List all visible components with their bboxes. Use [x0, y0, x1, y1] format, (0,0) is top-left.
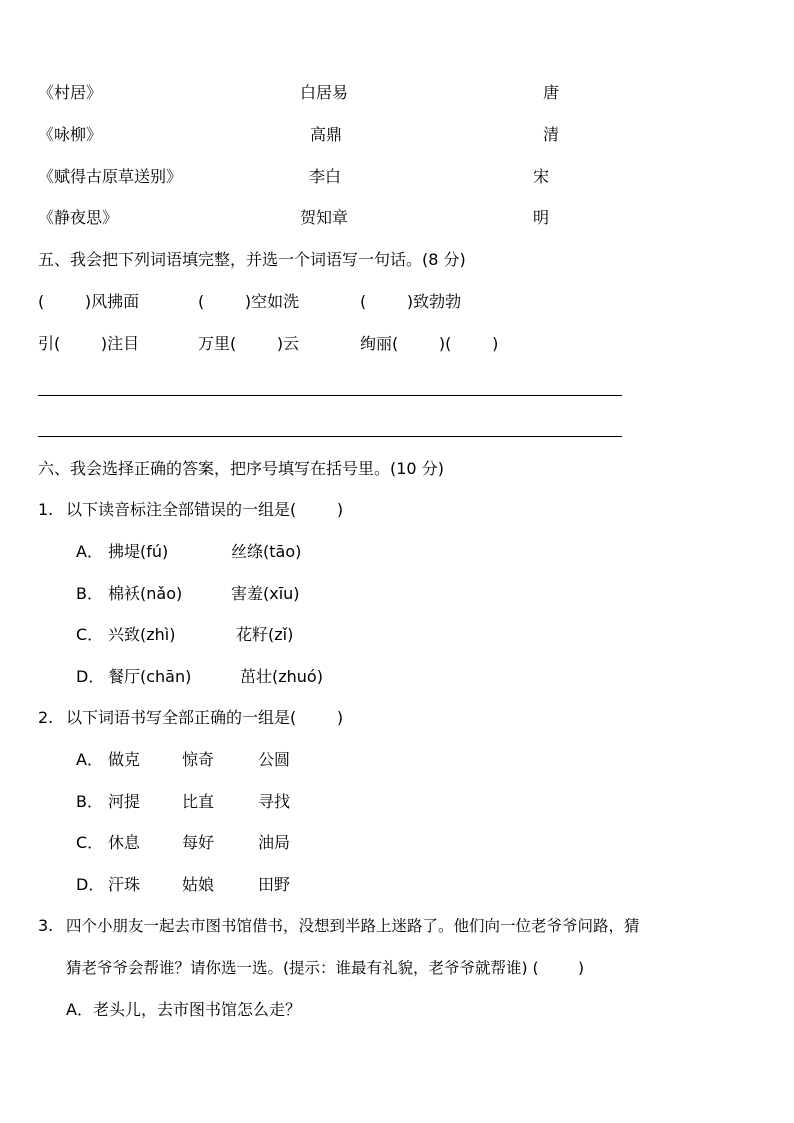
option-word: 休息 — [108, 833, 141, 852]
question-text-continued: 猜老爷爷会帮谁？请你选一选。(提示：谁最有礼貌，老爷爷就帮谁) ( ) — [66, 959, 585, 977]
poem-author: 李白 — [309, 167, 342, 186]
option-label[interactable]: A．老头儿，去市图书馆怎么走？ — [66, 1000, 301, 1019]
question-text: 以下词语书写全部正确的一组是( ) — [66, 708, 344, 727]
poem-dynasty: 唐 — [543, 83, 560, 102]
option-word: 汗珠 — [108, 875, 141, 894]
option-label[interactable]: D． — [76, 875, 105, 894]
option-label[interactable]: C． — [76, 833, 104, 852]
option-word: 每好 — [182, 833, 215, 852]
option-word: 河提 — [108, 792, 141, 811]
question-number: 1. — [38, 500, 54, 519]
poem-title: 《静夜思》 — [38, 208, 119, 227]
option-word: 茁壮(zhuó) — [240, 667, 323, 686]
option-word: 惊奇 — [182, 750, 215, 769]
option-label[interactable]: B． — [76, 792, 103, 811]
option-label[interactable]: C． — [76, 625, 104, 644]
option-word: 比直 — [182, 792, 215, 811]
option-word: 餐厅(chān) — [108, 667, 192, 686]
option-word: 油局 — [258, 833, 291, 852]
poem-dynasty: 清 — [543, 125, 560, 144]
option-word: 害羞(xīu) — [231, 584, 300, 603]
option-word: 兴致(zhì) — [108, 625, 176, 644]
option-label[interactable]: A． — [76, 750, 103, 769]
poem-title: 《赋得古原草送别》 — [38, 167, 183, 186]
option-word: 做克 — [108, 750, 141, 769]
section-heading: 六、我会选择正确的答案，把序号填写在括号里。(10 分) — [38, 459, 444, 478]
option-word: 花籽(zǐ) — [236, 625, 294, 644]
option-word: 姑娘 — [182, 875, 215, 894]
fill-blank-item[interactable]: 万里( )云 — [198, 334, 300, 353]
fill-blank-item[interactable]: ( )风拂面 — [38, 292, 140, 311]
poem-author: 贺知章 — [300, 208, 349, 227]
fill-blank-item[interactable]: 绚丽( )( ) — [360, 334, 499, 353]
option-word: 寻找 — [258, 792, 291, 811]
section-heading: 五、我会把下列词语填完整，并选一个词语写一句话。(8 分) — [38, 250, 466, 269]
poem-author: 高鼎 — [310, 125, 343, 144]
option-word: 公圆 — [258, 750, 291, 769]
answer-line[interactable] — [38, 395, 622, 396]
fill-blank-item[interactable]: ( )空如洗 — [198, 292, 300, 311]
option-word: 拂堤(fú) — [108, 542, 169, 561]
fill-blank-item[interactable]: 引( )注目 — [38, 334, 140, 353]
question-text: 四个小朋友一起去市图书馆借书，没想到半路上迷路了。他们向一位老爷爷问路，猜 — [66, 917, 640, 935]
poem-author: 白居易 — [300, 83, 349, 102]
poem-dynasty: 宋 — [533, 167, 550, 186]
question-number: 2. — [38, 708, 54, 727]
option-word: 田野 — [258, 875, 291, 894]
fill-blank-item[interactable]: ( )致勃勃 — [360, 292, 462, 311]
option-label[interactable]: B． — [76, 584, 103, 603]
option-label[interactable]: A． — [76, 542, 103, 561]
option-word: 丝绦(tāo) — [231, 542, 302, 561]
option-word: 棉袄(nǎo) — [108, 584, 183, 603]
question-text: 以下读音标注全部错误的一组是( ) — [66, 500, 344, 519]
option-label[interactable]: D． — [76, 667, 105, 686]
question-number: 3. — [38, 916, 54, 935]
poem-title: 《咏柳》 — [38, 125, 103, 144]
poem-dynasty: 明 — [533, 208, 550, 227]
poem-title: 《村居》 — [38, 83, 103, 102]
answer-line[interactable] — [38, 436, 622, 437]
